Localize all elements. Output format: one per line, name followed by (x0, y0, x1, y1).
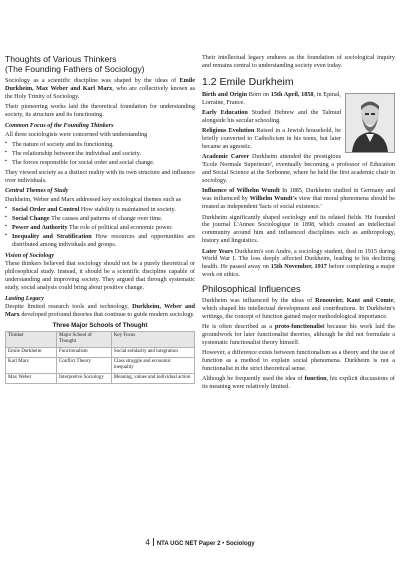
early-text: Studied Hebrew and the Talmud alongside his secular schooling. (202, 109, 341, 124)
themes-intro: Durkheim, Weber and Marx addressed key sociological themes such as (5, 195, 182, 203)
intro-paragraph-2: Their pioneering works laid the theoretical foundation for understanding society, its structure and its functioning. (5, 103, 195, 119)
religious-label: Religious Evolution (202, 127, 255, 135)
intro-text: Sociology as a scientific discipline was shaped by the ideas of (5, 77, 180, 85)
proto-text: He is often described as a (202, 323, 275, 331)
later-text: Durkheim's son Andre, a sociology student, died in 1915 during World War I. The loss deeply affected Durkheim, leading to his declining health. He passed away on (202, 247, 395, 271)
phil-text: Durkheim was influenced by the ideas of (202, 297, 316, 304)
focus-item: ▪ The nature of society and its functioning. (5, 141, 195, 149)
proto-text-end: because his work laid the groundwork for later functionalist theories, although he did not formulate a systematic functionalist theory himself. (202, 323, 395, 346)
influence-name: Wilhelm Wundt's (249, 195, 297, 203)
theme-desc: The role of political and economic power. (67, 224, 173, 232)
influence-text-end: view that moral phenomena should be treated as independent 'facts of social existence.' (202, 195, 395, 211)
influence-paragraph (202, 187, 395, 211)
legacy-text: Despite limited research tools and technology, (5, 303, 133, 311)
academic-paragraph (202, 153, 395, 185)
theme-term: Social Change (12, 215, 50, 223)
themes-heading: Central Themes of Study (5, 187, 69, 195)
left-column (5, 54, 195, 384)
section-title: 1.2 Emile Durkheim (202, 75, 294, 88)
focus-heading: Common Focus of the Founding Thinkers (5, 122, 114, 130)
theme-item (5, 224, 195, 232)
proto-term: proto-functionalist (274, 323, 325, 331)
theme-term: Social Order and Control (12, 206, 80, 214)
focus-outro: They viewed society as a distinct reality with its own structure and influence over individuals. (5, 168, 195, 184)
although-text: Although he frequently used the idea of (202, 375, 305, 383)
theme-term: Inequality and Stratification (12, 232, 92, 240)
table-header-row (6, 331, 195, 347)
table-row (6, 373, 195, 383)
later-paragraph (202, 248, 395, 280)
right-column (202, 54, 395, 394)
philosophical-heading: Philosophical Influences (202, 284, 301, 294)
focus-item: ▪ The forces responsible for social order and social change. (5, 159, 195, 167)
later-text-end: before completing a major work on ethics. (202, 263, 395, 279)
table-cell: Emile Durkheim (6, 347, 57, 357)
table-header-cell: Major School of Thought (57, 331, 112, 347)
focus-item: ▪ The relationship between the individual and society. (5, 150, 195, 158)
vision-paragraph: These thinkers believed that sociology should not be a purely theoretical or philosophical study. Instead, it should be a scientific discipline capable of understanding and improving society. They argued that through systematic study, social analysis could bring about positive change. (5, 260, 195, 291)
legacy-names: Durkheim, Weber and Marx (5, 303, 195, 319)
table-header-cell: Key Focus (111, 331, 194, 347)
table-header-cell: Thinker (6, 331, 57, 347)
birth-label: Birth and Origin (202, 90, 248, 98)
academic-text: Durkheim attended the prestigious 'Ecole Normale Superieure', eventually becoming a professor of Education and Social Science at the Sorbonne, where he held the first academic chair in sociology. (202, 153, 395, 184)
chapter-heading (5, 54, 195, 74)
birth-date: 15th April, 1858 (270, 90, 314, 98)
theme-desc: How stability is maintained in society. (79, 206, 176, 214)
footer-subject: Sociology (225, 541, 255, 547)
theme-item (5, 233, 195, 249)
intro-names: Emile Durkheim, Max Weber and Karl Marx (5, 77, 195, 93)
theme-term: Power and Authority (12, 224, 68, 232)
early-label: Early Education (202, 109, 248, 116)
chapter-subtitle: (The Founding Fathers of Sociology) (5, 64, 145, 75)
schools-table (5, 331, 195, 384)
legacy-heading: Lasting Legacy (5, 294, 45, 302)
legacy-continued: Their intellectual legacy endures as the foundation of sociological inquiry and remains central to understanding society even today. (202, 54, 395, 69)
phil-names: Renouvier, Kant and Comte (315, 297, 394, 304)
theme-desc: How resources and opportunities are distributed among individuals and groups. (12, 232, 195, 248)
birth-text: Born on (247, 90, 271, 98)
focus-list (5, 141, 195, 167)
influence-label: Influence of Wilhelm Wundt (202, 187, 280, 195)
table-cell: Interpretive Sociology (57, 373, 112, 383)
chapter-title: Thoughts of Various Thinkers (5, 54, 117, 64)
table-caption: Three Major Schools of Thought (52, 321, 148, 329)
legacy-paragraph (5, 303, 195, 319)
later-label: Later Years (202, 247, 233, 255)
phil-text-end: , which shaped his intellectual development and contributions. In Durkheim's writings, the concept of function gained major methodological importance. (202, 297, 395, 320)
intro-text-end: , who are collectively known as the Holy Trinity of Sociology. (5, 85, 195, 101)
academic-label: Academic Career (202, 153, 250, 161)
theme-desc: The causes and patterns of change over time. (49, 215, 163, 223)
birth-text-end: , in Epinal, Lorraine, France. (202, 90, 342, 106)
table-cell: Social solidarity and integration (111, 347, 194, 357)
later-date: 15th November, 1917 (270, 263, 327, 271)
page-number: 4 (145, 538, 150, 547)
table-cell: Functionalism (57, 347, 112, 357)
durkheim-portrait (345, 93, 395, 153)
vision-heading: Vision of Sociology (5, 251, 55, 259)
portrait-image (346, 94, 394, 152)
table-row (6, 347, 195, 357)
although-term: function (304, 375, 327, 383)
focus-intro: All three sociologists were concerned with understanding (5, 130, 148, 138)
phil-paragraph (202, 297, 395, 321)
although-text-end: , his explicit discussions of its meaning were relatively limited. (202, 375, 395, 391)
table-cell: Karl Marx (6, 357, 57, 373)
however-paragraph: However, a difference exists between functionalism as a theory and the use of function as a method to explain social phenomena. Durkheim is not a functionalist in the strict theoretical sense. (202, 349, 395, 372)
although-paragraph (202, 375, 395, 391)
table-cell: Class struggle and economic inequality (111, 357, 194, 373)
table-cell: Conflict Theory (57, 357, 112, 373)
intro-paragraph (5, 77, 195, 101)
religious-text: Raised in a Jewish household, he briefly converted to Catholicism in his teens, but later became an agnostic. (202, 127, 341, 150)
theme-item (5, 206, 195, 214)
page-footer: 4 NTA UGC NET Paper 2 • Sociology (145, 538, 255, 547)
theme-item (5, 215, 195, 223)
table-cell: Meaning, values and individual action (111, 373, 194, 383)
table-cell: Max Weber (6, 373, 57, 383)
themes-list (5, 206, 195, 248)
influence-text: In 1885, Durkheim studied in Germany and was influenced by (202, 187, 396, 203)
legacy-text-end: developed profound theories that continue to guide modern sociology. (19, 311, 195, 319)
footer-title: NTA UGC NET Paper 2 (156, 541, 221, 547)
durkheim-paragraph: Durkheim significantly shaped sociology and its related fields. He founded the journal L'Annee Sociologique in 1898, which created an intellectual community around him and influenced disciplines such as anthropology, history and linguistics. (202, 213, 395, 245)
footer-divider (153, 538, 154, 546)
proto-paragraph (202, 323, 395, 347)
table-row (6, 357, 195, 373)
